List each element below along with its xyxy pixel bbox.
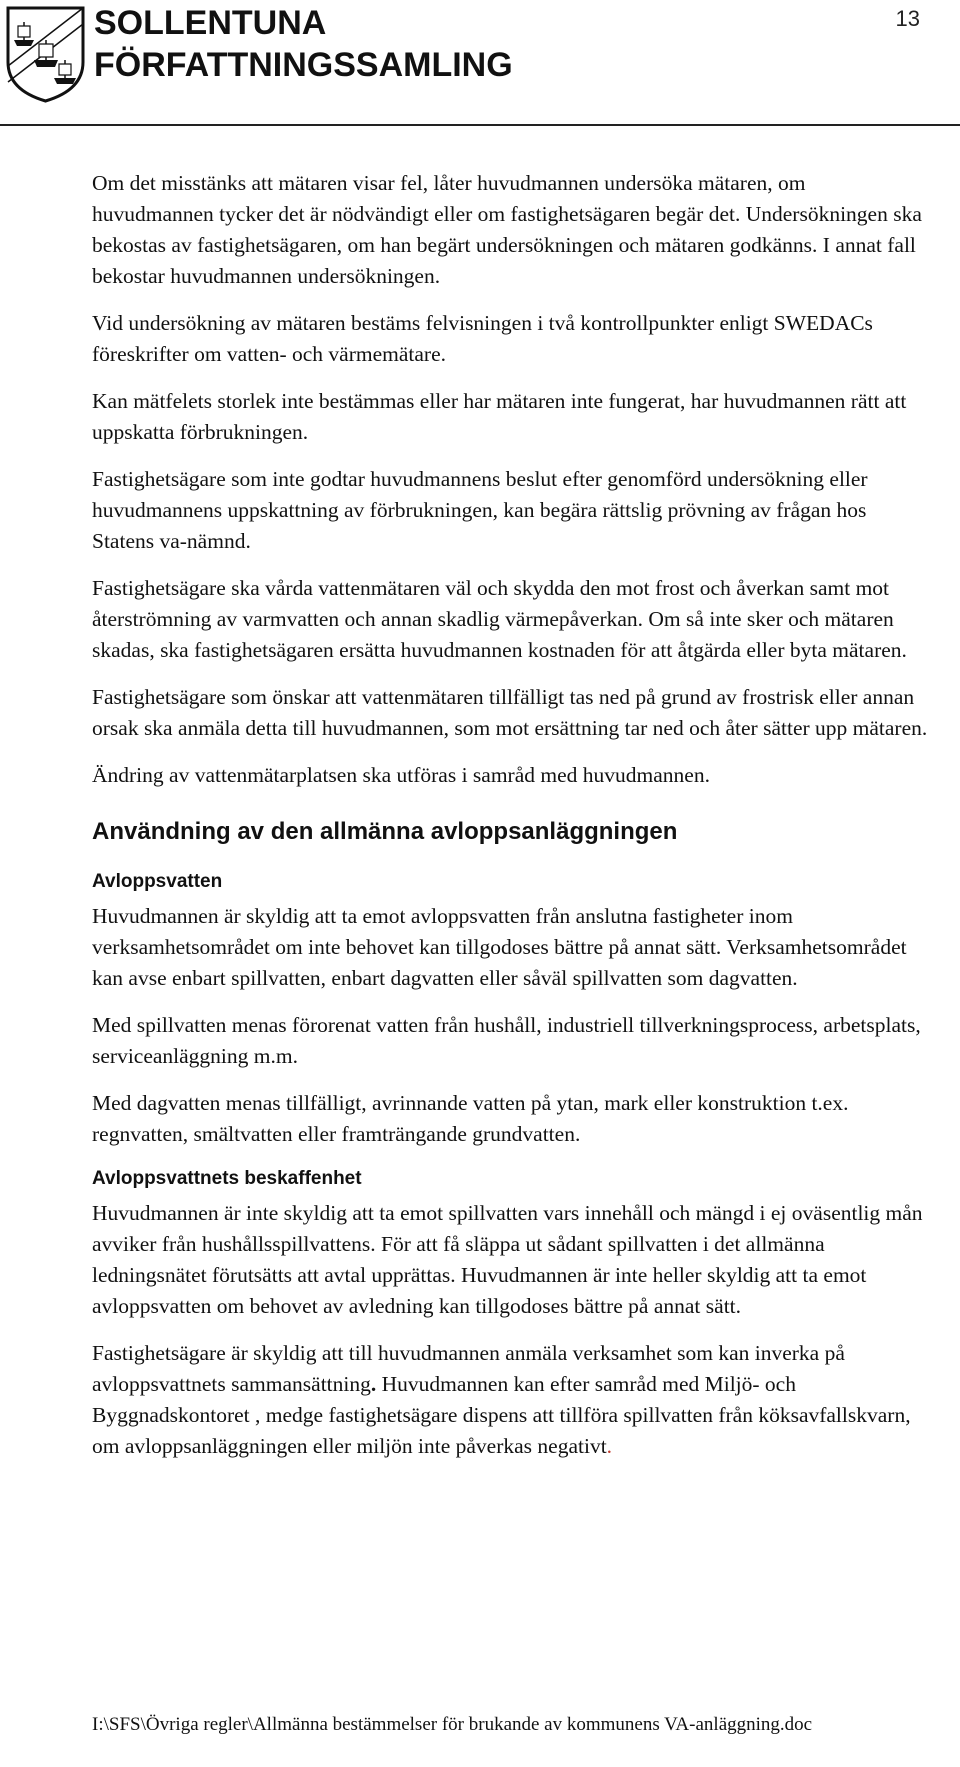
paragraph-text: Huvudmannen kan efter samråd med Miljö- och Byggnadskontoret , medge fastighetsägare dispens att tillföra spillvatten från köksavfallskvarn, om avloppsanläggningen eller miljön inte påverkas negativt xyxy=(92,1372,911,1458)
paragraph: Kan mätfelets storlek inte bestämmas eller har mätaren inte fungerat, har huvudmannen rätt att uppskatta förbrukningen. xyxy=(92,389,907,444)
paragraph: Fastighetsägare som önskar att vattenmätaren tillfälligt tas ned på grund av frostrisk eller annan orsak ska anmäla detta till huvudmannen, som mot ersättning tar ned och åter sätter upp mätaren. xyxy=(92,685,928,740)
paragraph: Huvudmannen är inte skyldig att ta emot spillvatten vars innehåll och mängd i ej oväsentlig mån avviker från hushållsspillvattens. För att få släppa ut sådant spillvatten i det allmänna ledningsnätet förutsätts att avtal upprättas. Huvudmannen är inte heller skyldig att ta emot avloppsvatten om behovet av avledning kan tillgodoses bättre på annat sätt. xyxy=(92,1201,923,1318)
paragraph-text: Fastighetsägare är skyldig att till huvudmannen anmäla verksamhet som kan inverka på avloppsvattnets sammansättning xyxy=(92,1341,845,1396)
publication-title xyxy=(94,2,513,86)
page-header xyxy=(0,0,960,125)
red-period: . xyxy=(606,1434,613,1458)
section-heading: Användning av den allmänna avloppsanläggningen xyxy=(92,818,678,845)
paragraph: Fastighetsägare ska vårda vattenmätaren väl och skydda den mot frost och åverkan samt mot återströmning av varmvatten och annan skadlig värmepåverkan. Om så inte sker och mätaren skadas, ska fastighetsägaren ersätta huvudmannen kostnaden för att åtgärda eller byta mätaren. xyxy=(92,576,907,662)
coat-of-arms-ships-icon xyxy=(4,4,87,104)
collection-name: FÖRFATTNINGSSAMLING xyxy=(94,46,513,84)
paragraph: Med spillvatten menas förorenat vatten från hushåll, industriell tillverkningsprocess, arbetsplats, serviceanläggning m.m. xyxy=(92,1013,921,1068)
subsection-heading: Avloppsvattnets beskaffenhet xyxy=(92,1168,362,1189)
paragraph: Med dagvatten menas tillfälligt, avrinnande vatten på ytan, mark eller konstruktion t.ex. regnvatten, smältvatten eller framträngande grundvatten. xyxy=(92,1091,849,1146)
paragraph: Huvudmannen är skyldig att ta emot avloppsvatten från anslutna fastigheter inom verksamhetsområdet om inte behovet kan tillgodoses bättre på annat sätt. Verksamhetsområdet kan avse enbart spillvatten, enbart dagvatten eller såväl spillvatten som dagvatten. xyxy=(92,904,907,990)
header-divider xyxy=(0,124,960,126)
subsection-heading: Avloppsvatten xyxy=(92,871,223,892)
document-body xyxy=(92,168,932,1478)
paragraph xyxy=(92,1338,932,1462)
paragraph: Ändring av vattenmätarplatsen ska utföras i samråd med huvudmannen. xyxy=(92,763,710,787)
file-path-footer: I:\SFS\Övriga regler\Allmänna bestämmelser för brukande av kommunens VA-anläggning.doc xyxy=(92,1714,813,1735)
bold-period: . xyxy=(370,1372,377,1396)
page-number: 13 xyxy=(895,6,920,31)
paragraph: Fastighetsägare som inte godtar huvudmannens beslut efter genomförd undersökning eller huvudmannens uppskattning av förbrukningen, kan begära rättslig prövning av frågan hos Statens va-nämnd. xyxy=(92,467,868,553)
paragraph: Om det misstänks att mätaren visar fel, låter huvudmannen undersöka mätaren, om huvudmannen tycker det är nödvändigt eller om fastighetsägaren begär det. Undersökningen ska bekostas av fastighetsägaren, om han begärt undersökningen och mätaren godkänns. I annat fall bekostar huvudmannen undersökningen. xyxy=(92,171,922,288)
paragraph: Vid undersökning av mätaren bestäms felvisningen i två kontrollpunkter enligt SWEDACs föreskrifter om vatten- och värmemätare. xyxy=(92,311,873,366)
org-name: SOLLENTUNA xyxy=(94,4,327,42)
